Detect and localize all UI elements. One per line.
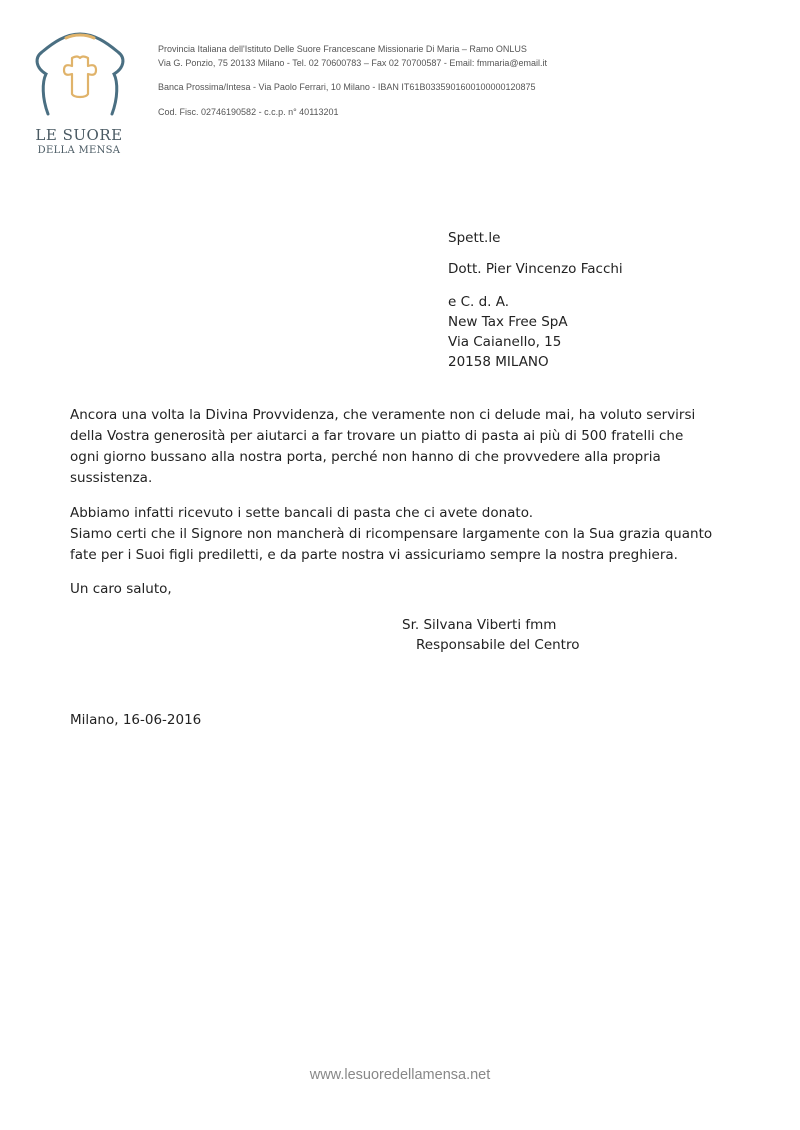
logo (24, 28, 134, 158)
logo-title: LE SUORE (35, 126, 123, 144)
body-line: fate per i Suoi figli prediletti, e da parte nostra vi assicuriamo sempre la nostra preghiera. (70, 547, 678, 563)
letterhead-organization: Provincia Italiana dell'Istituto Delle Suore Francescane Missionarie Di Maria – Ramo ONLUS (158, 44, 527, 54)
closing-text: Un caro saluto, (70, 581, 172, 597)
body-paragraph-2 (70, 503, 730, 566)
recipient-name: Dott. Pier Vincenzo Facchi (448, 261, 623, 277)
signature-role: Responsabile del Centro (416, 637, 580, 653)
closing (70, 579, 730, 600)
recipient-line-1: e C. d. A. (448, 294, 510, 310)
body-line: ogni giorno bussano alla nostra porta, perché non hanno di che provvedere alla propria (70, 449, 661, 465)
logo-subtitle: DELLA MENSA (37, 145, 121, 156)
recipient-line-2: New Tax Free SpA (448, 314, 568, 330)
signature-name: Sr. Silvana Viberti fmm (402, 617, 557, 633)
body-line: sussistenza. (70, 470, 153, 486)
house-cross-icon (30, 28, 130, 120)
body-line: Siamo certi che il Signore non mancherà di ricompensare largamente con la Sua grazia quanto (70, 526, 713, 542)
letter-date: Milano, 16-06-2016 (70, 712, 202, 728)
recipient-line-3: Via Caianello, 15 (448, 334, 562, 350)
body-paragraph-1 (70, 405, 730, 489)
recipient-greeting: Spett.le (448, 230, 501, 246)
recipient-line-4: 20158 MILANO (448, 354, 549, 370)
letterhead-bank: Banca Prossima/Intesa - Via Paolo Ferrari, 10 Milano - IBAN IT61B0335901600100000120875 (158, 82, 536, 92)
body-line: Ancora una volta la Divina Provvidenza, che veramente non ci delude mai, ha voluto servirsi (70, 407, 696, 423)
letterhead-contact: Via G. Ponzio, 75 20133 Milano - Tel. 02 70600783 – Fax 02 70700587 - Email: fmmaria@email.it (158, 58, 548, 68)
letterhead-fiscal: Cod. Fisc. 02746190582 - c.c.p. n° 40113201 (158, 107, 339, 117)
body-line: della Vostra generosità per aiutarci a far trovare un piatto di pasta ai più di 500 fratelli che (70, 428, 684, 444)
footer-website: www.lesuoredellamensa.net (309, 1067, 491, 1083)
body-line: Abbiamo infatti ricevuto i sette bancali di pasta che ci avete donato. (70, 505, 534, 521)
